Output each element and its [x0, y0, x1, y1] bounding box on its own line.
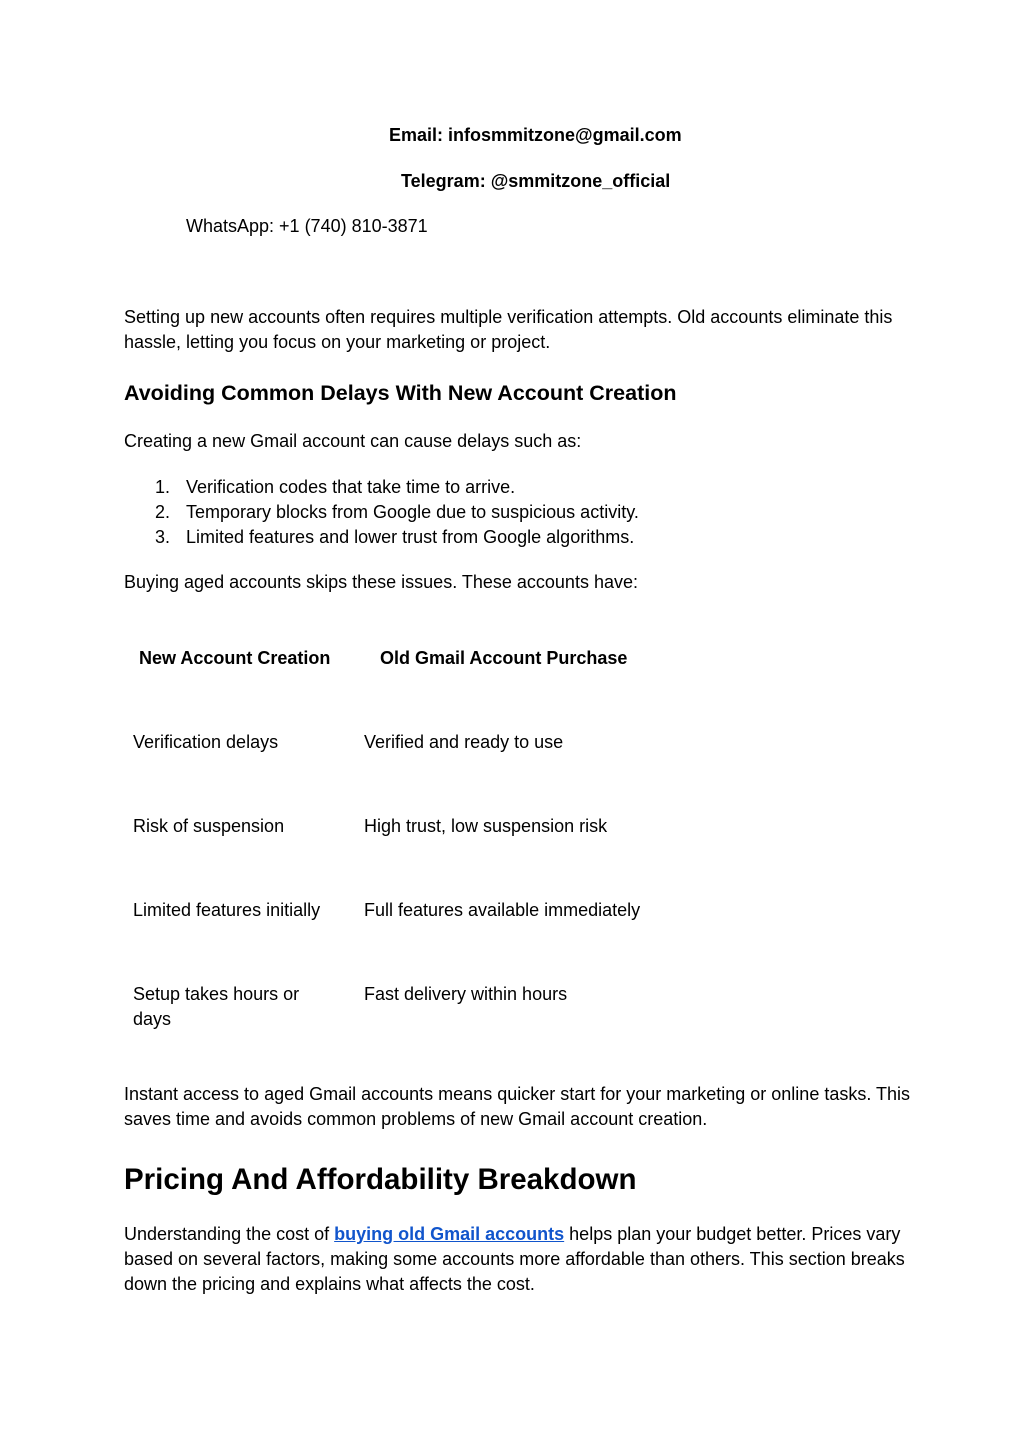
- delays-list: [124, 475, 639, 550]
- table-cell: Limited features initially: [133, 900, 321, 920]
- list-item-text: Temporary blocks from Google due to suspicious activity.: [186, 502, 639, 522]
- list-number: 1.: [155, 477, 171, 497]
- understanding-text-after: helps plan your budget better. Prices vary based on several factors, making some accounts more affordable than others. This section breaks down the pricing and explains what affects the cost.: [124, 1224, 905, 1294]
- table-cell: Risk of suspension: [133, 816, 285, 836]
- list-number: 3.: [155, 527, 171, 547]
- avoiding-delays-heading: Avoiding Common Delays With New Account Creation: [124, 381, 677, 405]
- list-item: [124, 475, 639, 500]
- list-item-text: Limited features and lower trust from Google algorithms.: [186, 527, 635, 547]
- buying-paragraph: Buying aged accounts skips these issues. These accounts have:: [124, 572, 638, 592]
- list-item-text: Verification codes that take time to arrive.: [186, 477, 516, 497]
- contact-email: Email: infosmmitzone@gmail.com: [389, 125, 682, 145]
- table-cell: Verified and ready to use: [364, 732, 564, 752]
- understanding-text-before: Understanding the cost of: [124, 1224, 335, 1244]
- table-header-new: New Account Creation: [139, 648, 331, 668]
- understanding-paragraph: [124, 1222, 914, 1297]
- list-item: [124, 500, 639, 525]
- creating-paragraph: Creating a new Gmail account can cause delays such as:: [124, 431, 582, 451]
- instant-access-paragraph: Instant access to aged Gmail accounts means quicker start for your marketing or online tasks. This saves time and avoids common problems of new Gmail account creation.: [124, 1084, 911, 1129]
- list-item: [124, 525, 639, 550]
- pricing-heading: Pricing And Affordability Breakdown: [124, 1163, 637, 1196]
- table-cell: Setup takes hours or days: [133, 984, 300, 1029]
- table-cell: Verification delays: [133, 732, 279, 752]
- contact-telegram: Telegram: @smmitzone_official: [401, 171, 671, 191]
- contact-whatsapp: WhatsApp: +1 (740) 810-3871: [186, 216, 428, 236]
- table-cell: Fast delivery within hours: [364, 984, 568, 1004]
- table-cell: Full features available immediately: [364, 900, 641, 920]
- list-number: 2.: [155, 502, 171, 522]
- verification-paragraph: Setting up new accounts often requires multiple verification attempts. Old accounts eliminate this hassle, letting you focus on your marketing or project.: [124, 307, 893, 352]
- table-cell: High trust, low suspension risk: [364, 816, 608, 836]
- table-header-old: Old Gmail Account Purchase: [380, 648, 628, 668]
- buying-old-gmail-link[interactable]: buying old Gmail accounts: [334, 1224, 565, 1244]
